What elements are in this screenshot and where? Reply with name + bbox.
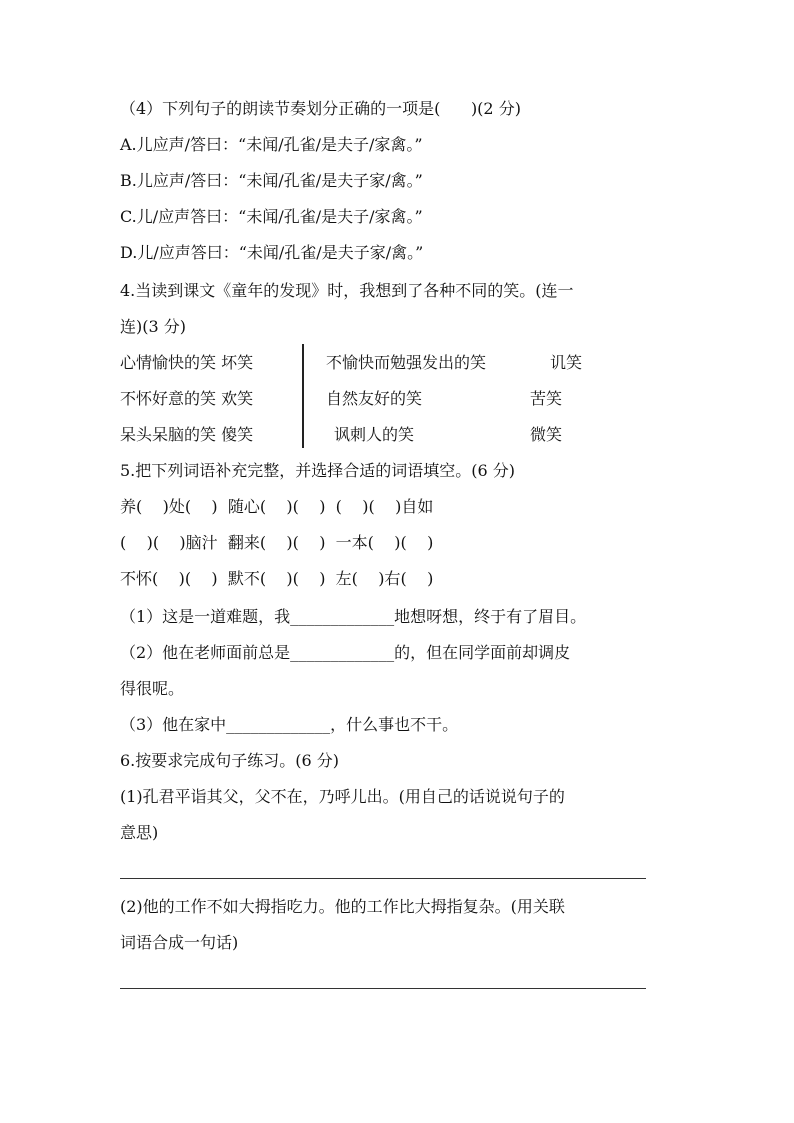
q5-sentence-2: （2）他在老师面前总是_____________的，但在同学面前却调皮: [120, 643, 571, 662]
q6-answer-line-2[interactable]: [120, 988, 646, 989]
q5-sentence-3: （3）他在家中_____________，什么事也不干。: [120, 715, 459, 734]
q5-sentence-1: （1）这是一道难题，我_____________地想呀想，终于有了眉目。: [120, 607, 587, 626]
q6-part-1-cont: 意思): [120, 823, 159, 842]
q4-left-item: 心情愉快的笑 坏笑: [120, 353, 254, 372]
q3-4-option-b: B.儿应声/答曰：“未闻/孔雀/是夫子家/禽。”: [120, 171, 423, 190]
q5-sentence-2-cont: 得很呢。: [120, 679, 185, 698]
q4-middle-item: 讽刺人的笑: [334, 425, 415, 444]
q5-words-row: 不怀( )( ) 默不( )( ) 左( )右( ): [120, 569, 434, 588]
q6-part-2-cont: 词语合成一句话): [120, 933, 239, 952]
q3-4-option-d: D.儿/应声答曰：“未闻/孔雀/是夫子家/禽。”: [120, 243, 424, 262]
q6-title: 6.按要求完成句子练习。(6 分): [120, 751, 340, 770]
q4-middle-item: 不愉快而勉强发出的笑: [326, 353, 487, 372]
q4-title-line1: 4.当读到课文《童年的发现》时，我想到了各种不同的笑。(连一: [120, 281, 574, 300]
q3-4-option-a: A.儿应声/答曰：“未闻/孔雀/是夫子/家禽。”: [120, 135, 423, 154]
q4-right-item: 苦笑: [530, 389, 563, 408]
q4-left-item: 呆头呆脑的笑 傻笑: [120, 425, 254, 444]
q5-words-row: ( )( )脑汁 翻来( )( ) 一本( )( ): [120, 533, 434, 552]
q6-part-2: (2)他的工作不如大拇指吃力。他的工作比大拇指复杂。(用关联: [120, 897, 565, 916]
q6-part-1: (1)孔君平诣其父，父不在，乃呼儿出。(用自己的话说说句子的: [120, 787, 565, 806]
q4-left-item: 不怀好意的笑 欢笑: [120, 389, 254, 408]
q4-right-item: 微笑: [530, 425, 563, 444]
q6-answer-line-1[interactable]: [120, 878, 646, 879]
q3-4-option-c: C.儿/应声答曰：“未闻/孔雀/是夫子/家禽。”: [120, 207, 423, 226]
q5-words-row: 养( )处( ) 随心( )( ) ( )( )自如: [120, 497, 434, 516]
q4-title-line2: 连)(3 分): [120, 317, 186, 336]
q3-4-stem: （4）下列句子的朗读节奏划分正确的一项是( )(2 分): [120, 99, 521, 118]
q4-divider: [302, 344, 304, 448]
q4-middle-item: 自然友好的笑: [326, 389, 423, 408]
q4-right-item: 讥笑: [550, 353, 583, 372]
q5-title: 5.把下列词语补充完整，并选择合适的词语填空。(6 分): [120, 461, 516, 480]
